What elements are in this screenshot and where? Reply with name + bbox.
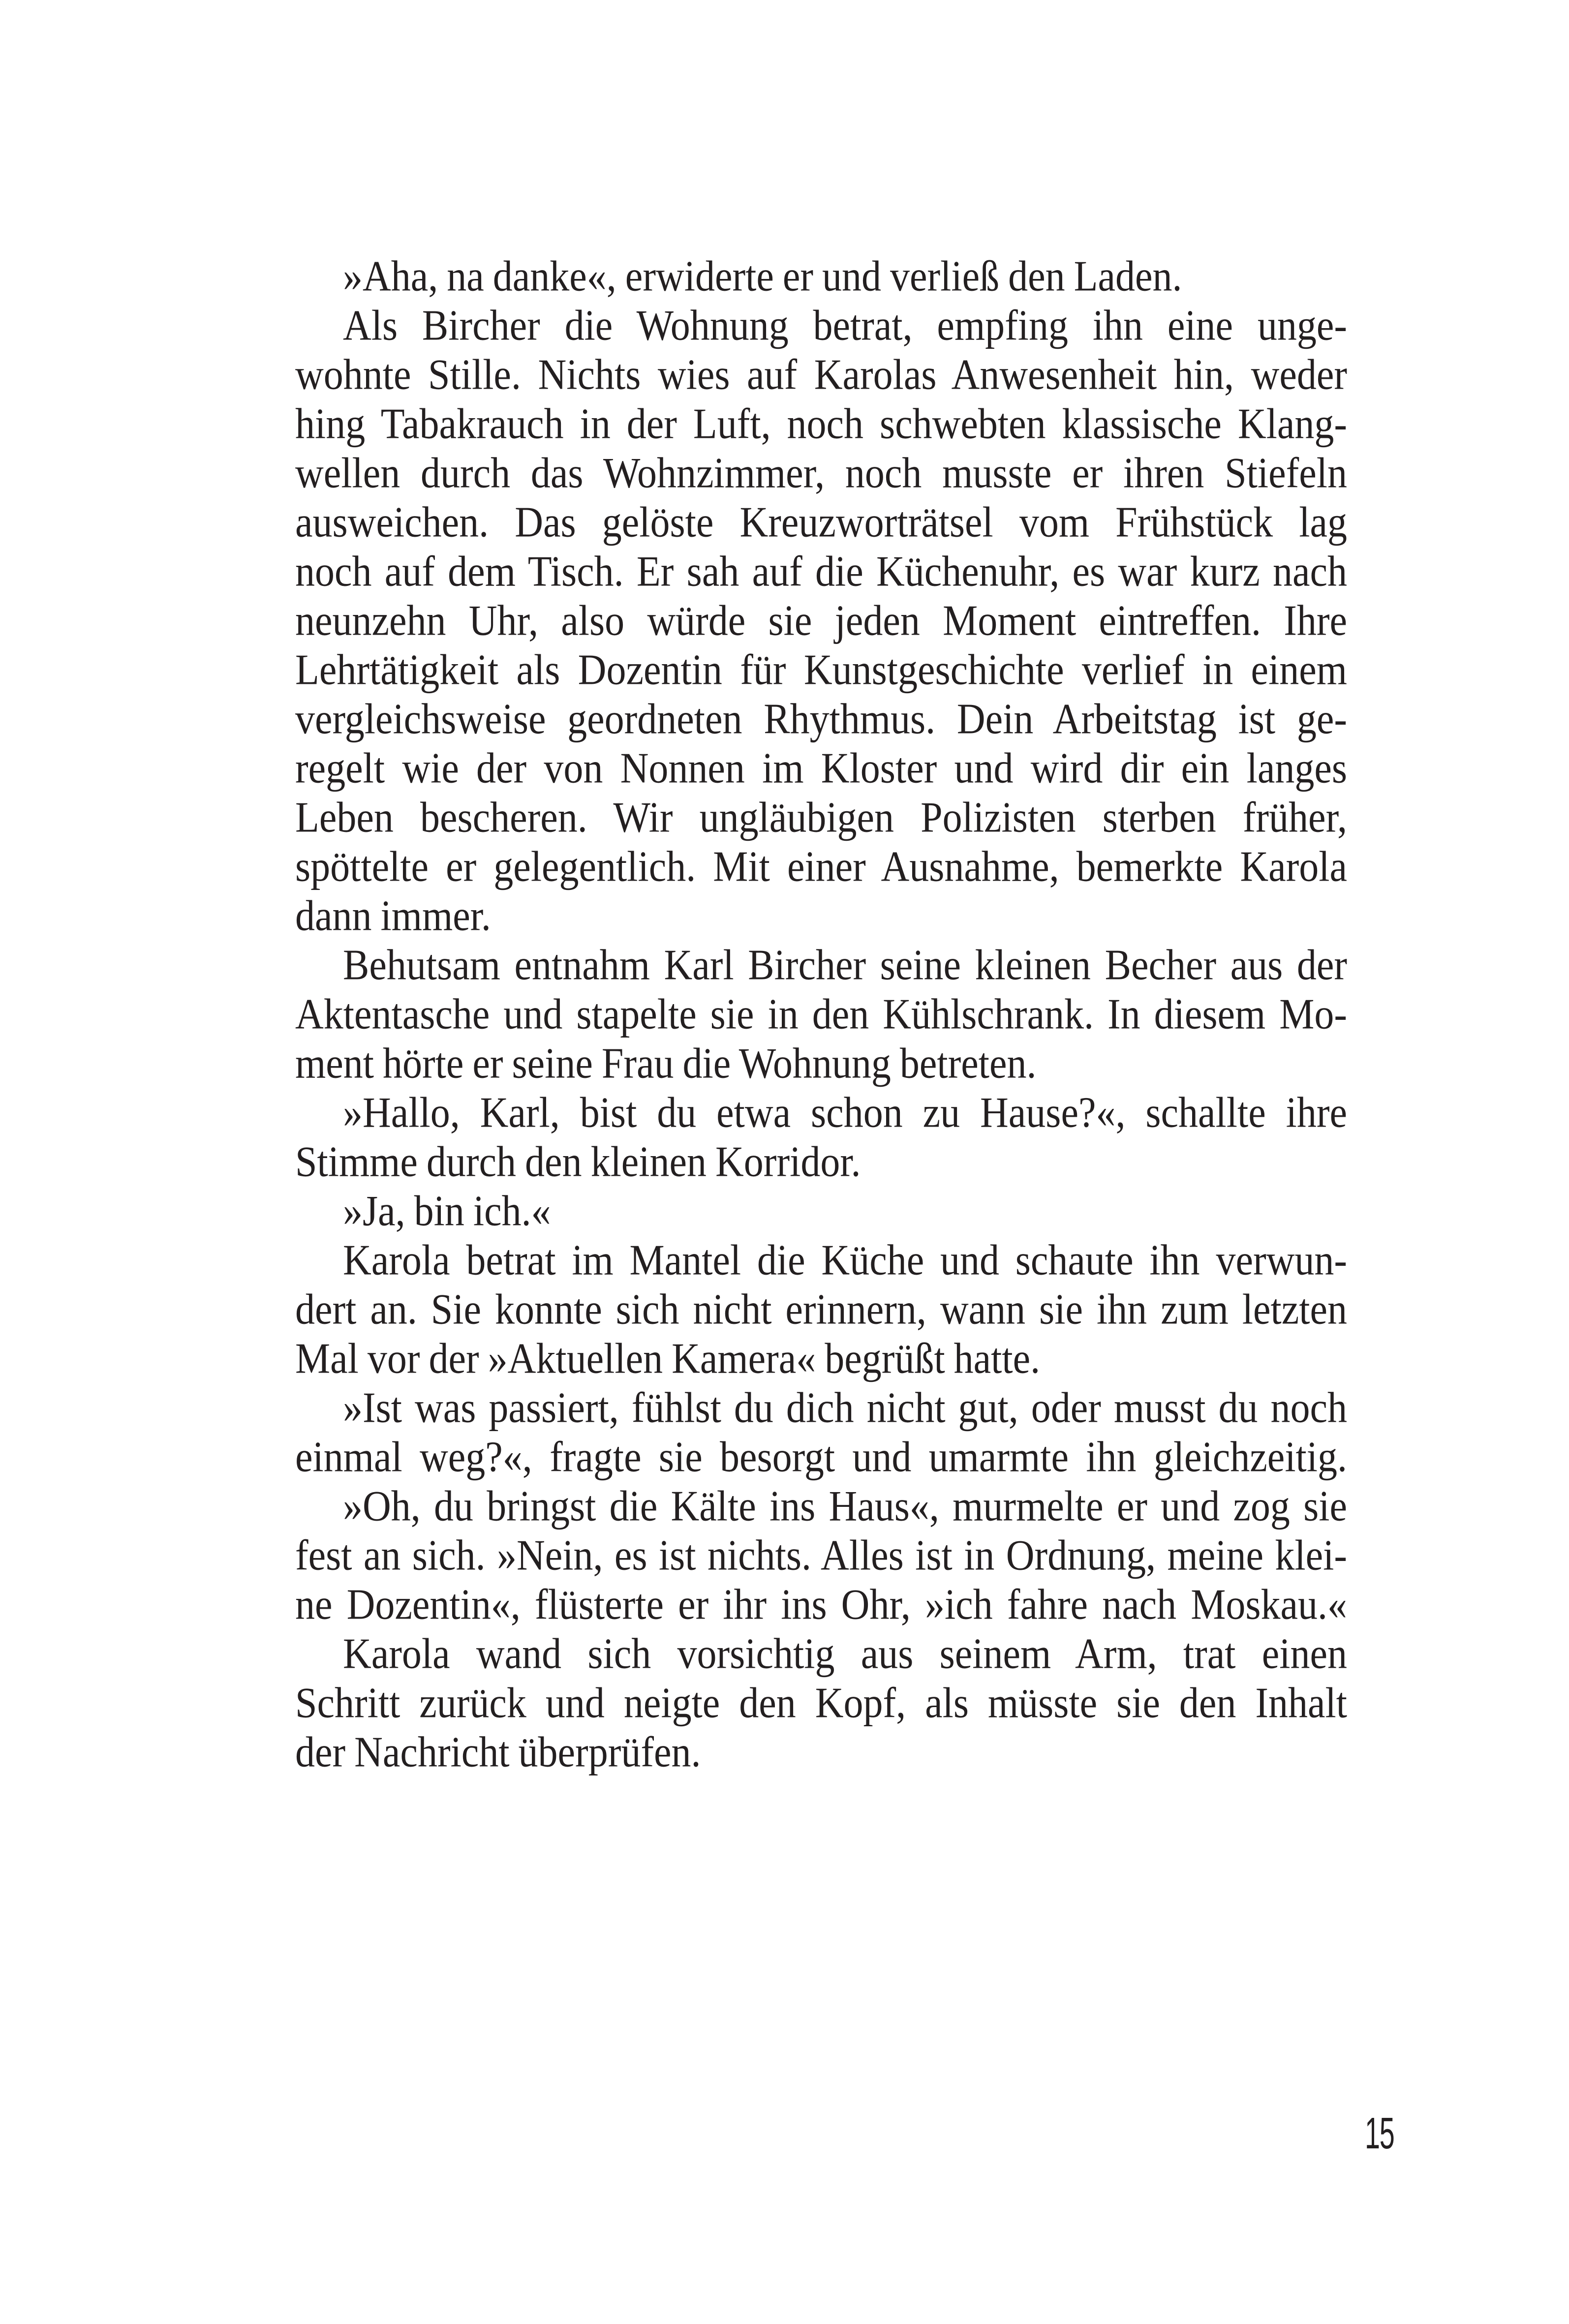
text-line: dert an. Sie konnte sich nicht erinnern, wann sie ihn zum letzten [295,1285,1347,1334]
text-line: neunzehn Uhr, also würde sie jeden Moment eintreffen. Ihre [295,597,1347,645]
text-line: spöttelte er gelegentlich. Mit einer Ausnahme, bemerkte Karola [295,843,1347,891]
text-line: fest an sich. »Nein, es ist nichts. Alles ist in Ordnung, meine klei- [295,1531,1347,1580]
page-number: 15 [1365,2109,1394,2158]
body-text [295,252,1347,1777]
text-line: »Aha, na danke«, erwiderte er und verließ den Laden. [343,252,1182,301]
text-line: hing Tabakrauch in der Luft, noch schwebten klassische Klang- [295,400,1347,448]
text-line: einmal weg?«, fragte sie besorgt und umarmte ihn gleichzeitig. [295,1433,1347,1481]
text-line: Als Bircher die Wohnung betrat, empfing ihn eine unge- [343,302,1347,350]
text-line: regelt wie der von Nonnen im Kloster und wird dir ein langes [295,744,1347,793]
text-line: Karola wand sich vorsichtig aus seinem Arm, trat einen [343,1630,1347,1678]
text-line: Lehrtätigkeit als Dozentin für Kunstgeschichte verlief in einem [295,646,1347,694]
text-line: ausweichen. Das gelöste Kreuzworträtsel vom Frühstück lag [295,498,1347,547]
text-line: wohnte Stille. Nichts wies auf Karolas Anwesenheit hin, weder [295,351,1347,399]
text-line: Karola betrat im Mantel die Küche und schaute ihn verwun- [343,1236,1347,1284]
text-line: ne Dozentin«, flüsterte er ihr ins Ohr, »ich fahre nach Moskau.« [295,1581,1347,1629]
text-line: noch auf dem Tisch. Er sah auf die Küchenuhr, es war kurz nach [295,548,1347,596]
text-line: Stimme durch den kleinen Korridor. [295,1138,861,1186]
text-line: Behutsam entnahm Karl Bircher seine kleinen Becher aus der [343,941,1347,989]
text-line: dann immer. [295,892,491,940]
text-line: der Nachricht überprüfen. [295,1728,701,1776]
text-line: »Hallo, Karl, bist du etwa schon zu Hause?«, schallte ihre [343,1089,1347,1137]
text-line: Schritt zurück und neigte den Kopf, als müsste sie den Inhalt [295,1679,1347,1727]
text-line: Aktentasche und stapelte sie in den Kühlschrank. In diesem Mo- [295,990,1347,1039]
text-line: vergleichsweise geordneten Rhythmus. Dein Arbeitstag ist ge- [295,695,1347,743]
text-line: Mal vor der »Aktuellen Kamera« begrüßt hatte. [295,1335,1041,1383]
text-line: ment hörte er seine Frau die Wohnung betreten. [295,1040,1037,1088]
text-line: »Ist was passiert, fühlst du dich nicht gut, oder musst du noch [343,1384,1347,1432]
text-line: wellen durch das Wohnzimmer, noch musste er ihren Stiefeln [295,449,1347,497]
text-line: »Ja, bin ich.« [343,1187,551,1235]
text-line: »Oh, du bringst die Kälte ins Haus«, murmelte er und zog sie [343,1482,1347,1530]
text-line: Leben bescheren. Wir ungläubigen Polizisten sterben früher, [295,794,1347,842]
